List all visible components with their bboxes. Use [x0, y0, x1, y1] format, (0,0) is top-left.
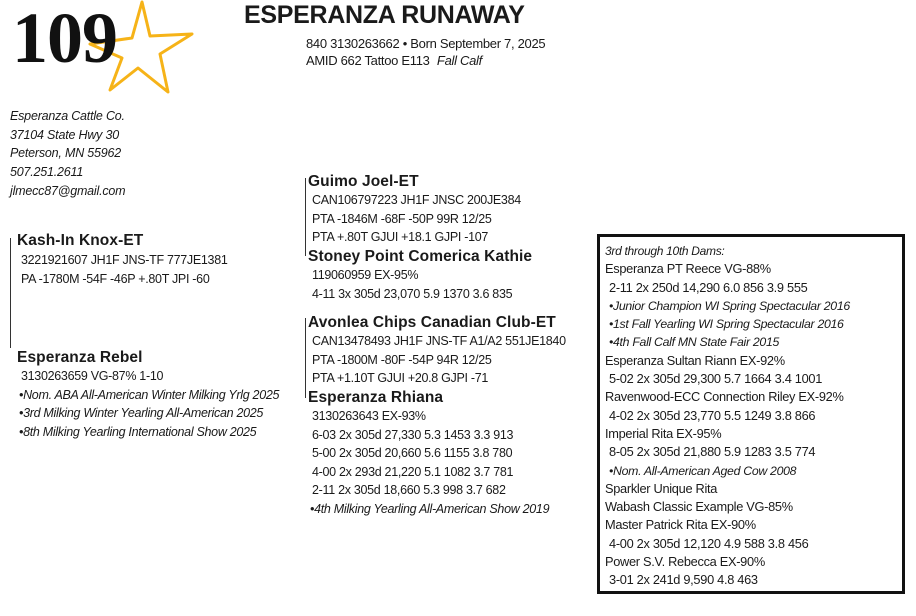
owner-line: 507.251.2611 — [10, 165, 84, 180]
dam-id-classification: 3130263659 VG-87% 1-10 — [21, 369, 164, 383]
sires-sire-pta: PTA -1846M -68F -50P 99R 12/25 — [312, 211, 492, 226]
dam-5-name: Ravenwood-ECC Connection Riley EX-92% — [605, 389, 844, 405]
amid-tattoo-text: AMID 662 Tattoo E113 — [306, 53, 430, 68]
dams-dam-record: 5-00 2x 305d 20,660 5.6 1155 3.8 780 — [312, 446, 513, 460]
dam-3-honor: •4th Fall Calf MN State Fair 2015 — [609, 335, 780, 350]
sires-sire-block — [308, 173, 521, 247]
dams-sire-name: Avonlea Chips Canadian Club-ET — [308, 314, 556, 331]
dam-6-record: 8-05 2x 305d 21,880 5.9 1283 3.5 774 — [609, 444, 816, 460]
dam-honor: •Nom. ABA All-American Winter Milking Yrlg 2025 — [19, 387, 280, 402]
dams-dam-record: 6-03 2x 305d 27,330 5.3 1453 3.3 913 — [312, 427, 514, 442]
dam-honor: •8th Milking Yearling International Show 2025 — [19, 424, 257, 439]
sires-sire-pta-genomic: PTA +.80T GJUI +18.1 GJPI -107 — [312, 230, 489, 244]
dam-honor: •3rd Milking Winter Yearling All-American 2025 — [19, 406, 264, 420]
dams-sire-block — [308, 314, 566, 388]
dam-3-honor: •1st Fall Yearling WI Spring Spectacular 2016 — [609, 317, 844, 332]
dams-box-content — [605, 242, 850, 590]
dams-sire-pta: PTA -1800M -80F -54P 94R 12/25 — [312, 352, 492, 367]
dam-3-name: Esperanza PT Reece VG-88% — [605, 261, 771, 277]
animal-amid-tattoo — [306, 53, 482, 68]
dams-dam-id: 3130263643 EX-93% — [312, 409, 426, 423]
sires-dam-name: Stoney Point Comerica Kathie — [308, 248, 533, 265]
dam-10-name: Power S.V. Rebecca EX-90% — [605, 554, 765, 570]
animal-name: ESPERANZA RUNAWAY — [244, 1, 525, 29]
sires-sire-name: Guimo Joel-ET — [308, 173, 419, 190]
dam-name: Esperanza Rebel — [17, 349, 143, 366]
dams-sire-pta-genomic: PTA +1.10T GJUI +20.8 GJPI -71 — [312, 371, 489, 385]
dam-6-name: Imperial Rita EX-95% — [605, 425, 722, 441]
dams-sire-id: CAN13478493 JH1F JNS-TF A1/A2 551JE1840 — [312, 334, 566, 348]
sire-id: 3221921607 JH1F JNS-TF 777JE1381 — [21, 253, 228, 267]
pedigree-line-sire-dam — [10, 238, 11, 348]
dams-box-header: 3rd through 10th Dams: — [605, 244, 725, 258]
owner-address — [10, 107, 125, 201]
dam-10-record: 3-01 2x 241d 9,590 4.8 463 — [609, 572, 758, 588]
sires-sire-id: CAN106797223 JH1F JNSC 200JE384 — [312, 193, 521, 207]
sires-dam-block — [308, 248, 532, 303]
dams-dam-block — [308, 389, 549, 518]
owner-line: Esperanza Cattle Co. — [10, 109, 125, 123]
dam-block — [17, 349, 279, 441]
pedigree-line-dam-grandparents — [305, 318, 306, 398]
dams-dam-record: 4-00 2x 293d 21,220 5.1 1082 3.7 781 — [312, 464, 514, 479]
dam-9-record: 4-00 2x 305d 12,120 4.9 588 3.8 456 — [609, 535, 809, 551]
dam-4-name: Esperanza Sultan Riann EX-92% — [605, 352, 785, 368]
dam-8-name: Wabash Classic Example VG-85% — [605, 499, 793, 515]
sires-dam-id: 119060959 EX-95% — [312, 268, 419, 282]
sire-block — [17, 232, 228, 288]
dam-7-name: Sparkler Unique Rita — [605, 480, 718, 496]
dam-3-record: 2-11 2x 250d 14,290 6.0 856 3.9 555 — [609, 279, 808, 295]
calf-class: Fall Calf — [436, 53, 482, 68]
lot-number: 109 — [12, 0, 117, 78]
dams-dam-name: Esperanza Rhiana — [308, 389, 444, 406]
sires-dam-record: 4-11 3x 305d 23,070 5.9 1370 3.6 835 — [312, 286, 513, 301]
dam-4-record: 5-02 2x 305d 29,300 5.7 1664 3.4 1001 — [609, 371, 823, 387]
animal-id-birthdate: 840 3130263662 • Born September 7, 2025 — [306, 36, 546, 51]
pedigree-line-sire-grandparents — [305, 178, 306, 256]
owner-line: 37104 State Hwy 30 — [10, 127, 119, 142]
dams-dam-honor: •4th Milking Yearling All-American Show 2019 — [310, 501, 550, 516]
dams-dam-record: 2-11 2x 305d 18,660 5.3 998 3.7 682 — [312, 483, 506, 497]
dam-5-record: 4-02 2x 305d 23,770 5.5 1249 3.8 866 — [609, 407, 816, 423]
sire-proofs: PA -1780M -54F -46P +.80T JPI -60 — [21, 271, 210, 286]
owner-email: jlmecc87@gmail.com — [10, 183, 126, 198]
dam-9-name: Master Patrick Rita EX-90% — [605, 517, 756, 533]
sire-name: Kash-In Knox-ET — [17, 232, 144, 249]
dam-3-honor: •Junior Champion WI Spring Spectacular 2016 — [609, 298, 850, 313]
dam-6-honor: •Nom. All-American Aged Cow 2008 — [609, 463, 797, 478]
owner-line: Peterson, MN 55962 — [10, 146, 122, 161]
